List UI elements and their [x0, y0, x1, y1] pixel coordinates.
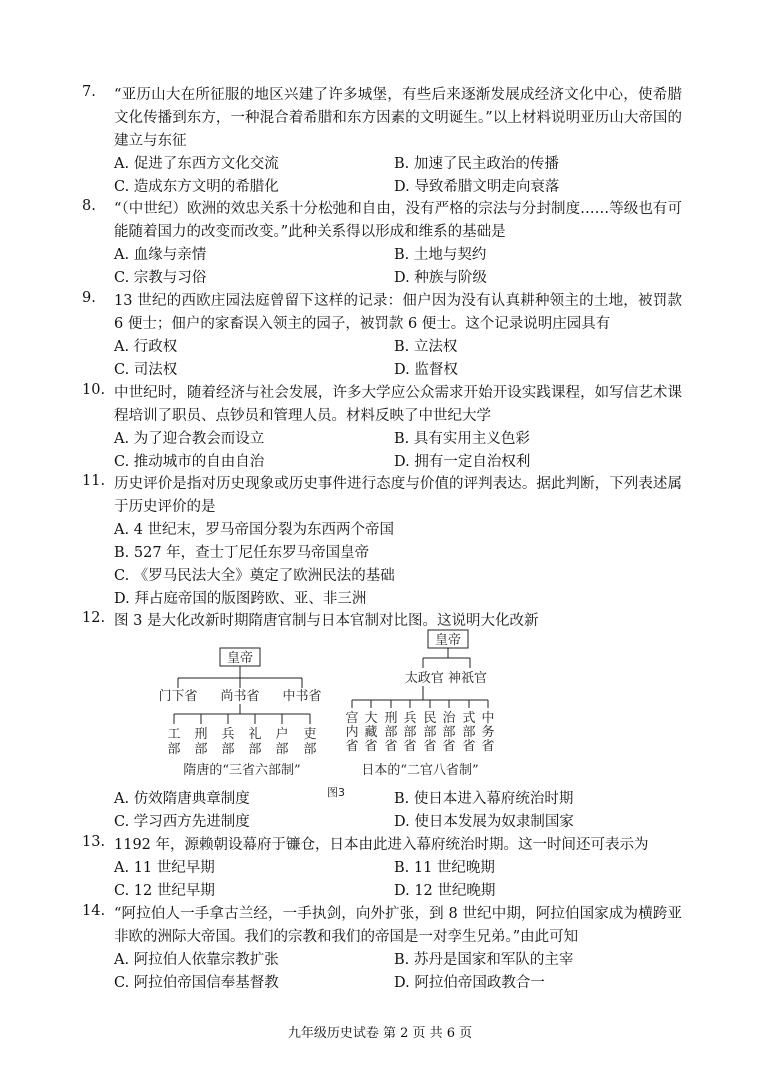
option-b: B. 加速了民主政治的传播	[394, 156, 559, 172]
official-system-diagram	[160, 628, 520, 804]
option-a: A. 行政权	[114, 339, 178, 355]
option-b: B. 具有实用主义色彩	[394, 431, 530, 447]
right-ministry-char: 务	[481, 725, 495, 740]
question-stem: 中世纪时，随着经济与社会发展，许多大学应公众需求开始开设实践课程，如写信艺术课程培训了职员、点钞员和管理人员。材料反映了中世纪大学	[114, 385, 682, 424]
left-ministry-char: 部	[167, 742, 181, 757]
option-b: B. 527 年，查士丁尼任东罗马帝国皇帝	[114, 545, 370, 561]
option-a: A. 11 世纪早期	[114, 860, 215, 876]
question-stem: 1192 年，源赖朝设幕府于镰仓，日本由此进入幕府统治时期。这一时间还可表示为	[114, 837, 649, 853]
question-number: 11.	[82, 473, 106, 489]
question-stem: 13 世纪的西欧庄园法庭曾留下这样的记录：佃户因为没有认真耕种领主的土地，被罚款 6 便士；佃户的家畜误入领主的园子，被罚款 6 便士。这个记录说明庄园具有	[114, 293, 682, 332]
option-d: D. 使日本发展为奴隶制国家	[394, 814, 574, 830]
option-c: C. 阿拉伯帝国信奉基督教	[114, 975, 279, 991]
right-ministry-char: 式	[462, 711, 476, 726]
right-ministry-char: 藏	[364, 725, 378, 740]
option-a: A. 血缘与亲情	[114, 247, 207, 263]
right-ministry-char: 大	[364, 711, 378, 726]
question-14	[82, 903, 682, 995]
left-ministry-char: 部	[221, 742, 235, 757]
right-ministry-char: 省	[345, 739, 359, 754]
options	[114, 519, 682, 611]
option-d: D. 阿拉伯帝国政教合一	[394, 975, 545, 991]
figure-3	[160, 628, 520, 804]
question-stem: 历史评价是指对历史现象或历史事件进行态度与价值的评判表达。据此判断，下列表述属于历史评价的是	[114, 476, 682, 515]
options	[114, 244, 682, 290]
left-ministry-char: 工	[167, 727, 181, 742]
figure-caption: 图3	[327, 786, 345, 799]
left-ministry-char: 兵	[221, 727, 235, 742]
question-stem: “（中世纪）欧洲的效忠关系十分松弛和自由，没有严格的宗法与分封制度……等级也有可能随着国力的改变而改变。”此种关系得以形成和维系的基础是	[114, 201, 682, 240]
left-middle-label: 门下省	[160, 689, 198, 704]
question-12-options	[82, 788, 682, 834]
right-ministry-char: 宫	[345, 711, 359, 726]
option-a: A. 促进了东西方文化交流	[114, 156, 279, 172]
option-b: B. 使日本进入幕府统治时期	[394, 791, 574, 807]
option-c: C. 12 世纪早期	[114, 883, 215, 899]
option-a: A. 4 世纪末，罗马帝国分裂为东西两个帝国	[114, 522, 395, 538]
option-d: D. 监督权	[394, 362, 458, 378]
question-number: 12.	[82, 610, 106, 626]
left-middle-label: 尚书省	[220, 689, 260, 704]
option-c: C. 造成东方文明的希腊化	[114, 179, 279, 195]
right-ministry-char: 省	[442, 739, 456, 754]
question-number: 8.	[82, 198, 96, 214]
right-ministry-char: 省	[462, 739, 476, 754]
question-number: 10.	[82, 382, 106, 398]
left-ministry-char: 礼	[248, 727, 262, 742]
right-ministry-char: 部	[384, 725, 398, 740]
question-stem: “亚历山大在所征服的地区兴建了许多城堡，有些后来逐渐发展成经济文化中心，使希腊文化传播到东方，一种混合着希腊和东方因素的文明诞生。”以上材料说明亚历山大帝国的建立与东征	[114, 87, 682, 149]
options	[114, 428, 682, 474]
option-d: D. 12 世纪晚期	[394, 883, 496, 899]
left-ministry-char: 刑	[194, 727, 208, 742]
option-b: B. 11 世纪晚期	[394, 860, 495, 876]
left-ministry-char: 部	[248, 742, 262, 757]
question-7	[82, 84, 682, 199]
option-d: D. 种族与阶级	[394, 270, 487, 286]
question-number: 14.	[82, 903, 106, 919]
option-b: B. 苏丹是国家和军队的主宰	[394, 952, 574, 968]
option-c: C. 《罗马民法大全》奠定了欧洲民法的基础	[114, 568, 395, 584]
option-d: D. 拥有一定自治权利	[394, 454, 531, 470]
right-ministry-char: 兵	[403, 711, 417, 726]
page-footer: 九年级历史试卷 第 2 页 共 6 页	[287, 1026, 473, 1041]
question-10	[82, 382, 682, 474]
option-b: B. 立法权	[394, 339, 458, 355]
question-stem: 图 3 是大化改新时期隋唐官制与日本官制对比图。这说明大化改新	[114, 613, 539, 629]
left-ministry-char: 户	[275, 727, 289, 742]
option-c: C. 推动城市的自由自治	[114, 454, 265, 470]
right-system-label: 日本的“二官八省制”	[361, 763, 479, 778]
right-emperor-label: 皇帝	[434, 633, 462, 648]
question-number: 13.	[82, 834, 106, 850]
left-ministry-char: 吏	[303, 727, 317, 742]
option-c: C. 宗教与习俗	[114, 270, 207, 286]
right-middle-label: 太政官 神祇官	[404, 671, 488, 686]
question-number: 7.	[82, 84, 96, 100]
option-c: C. 司法权	[114, 362, 178, 378]
options	[114, 336, 682, 382]
right-ministry-char: 治	[442, 711, 456, 726]
right-ministry-char: 部	[442, 725, 456, 740]
question-11	[82, 473, 682, 611]
option-c: C. 学习西方先进制度	[114, 814, 250, 830]
left-system-label: 隋唐的“三省六部制”	[183, 763, 301, 778]
right-ministry-char: 内	[345, 725, 359, 740]
right-ministry-char: 省	[403, 739, 417, 754]
left-ministry-char: 部	[303, 742, 317, 757]
options	[114, 153, 682, 199]
options	[114, 949, 682, 995]
right-ministry-char: 中	[481, 711, 495, 726]
left-ministry-char: 部	[194, 742, 208, 757]
option-d: D. 导致希腊文明走向衰落	[394, 179, 560, 195]
left-middle-label: 中书省	[282, 689, 322, 704]
option-a: A. 阿拉伯人依靠宗教扩张	[114, 952, 279, 968]
right-ministry-char: 省	[423, 739, 437, 754]
option-d: D. 拜占庭帝国的版图跨欧、亚、非三洲	[114, 591, 367, 607]
question-13	[82, 834, 682, 903]
right-ministry-char: 部	[462, 725, 476, 740]
right-ministry-char: 民	[423, 711, 437, 726]
options	[114, 857, 682, 903]
question-8	[82, 198, 682, 290]
question-number: 9.	[82, 290, 96, 306]
option-a: A. 仿效隋唐典章制度	[114, 791, 250, 807]
question-9	[82, 290, 682, 382]
option-b: B. 土地与契约	[394, 247, 487, 263]
right-ministry-char: 省	[364, 739, 378, 754]
options	[114, 788, 682, 834]
right-ministry-char: 省	[481, 739, 495, 754]
right-ministry-char: 刑	[384, 711, 398, 726]
question-stem: “阿拉伯人一手拿古兰经，一手执剑，向外扩张，到 8 世纪中期，阿拉伯国家成为横跨亚非欧的洲际大帝国。我们的宗教和我们的帝国是一对孪生兄弟。”由此可知	[114, 906, 682, 945]
right-ministry-char: 省	[384, 739, 398, 754]
left-emperor-label: 皇帝	[226, 651, 254, 666]
right-ministry-char: 部	[403, 725, 417, 740]
option-a: A. 为了迎合教会而设立	[114, 431, 265, 447]
left-ministry-char: 部	[275, 742, 289, 757]
right-ministry-char: 部	[423, 725, 437, 740]
